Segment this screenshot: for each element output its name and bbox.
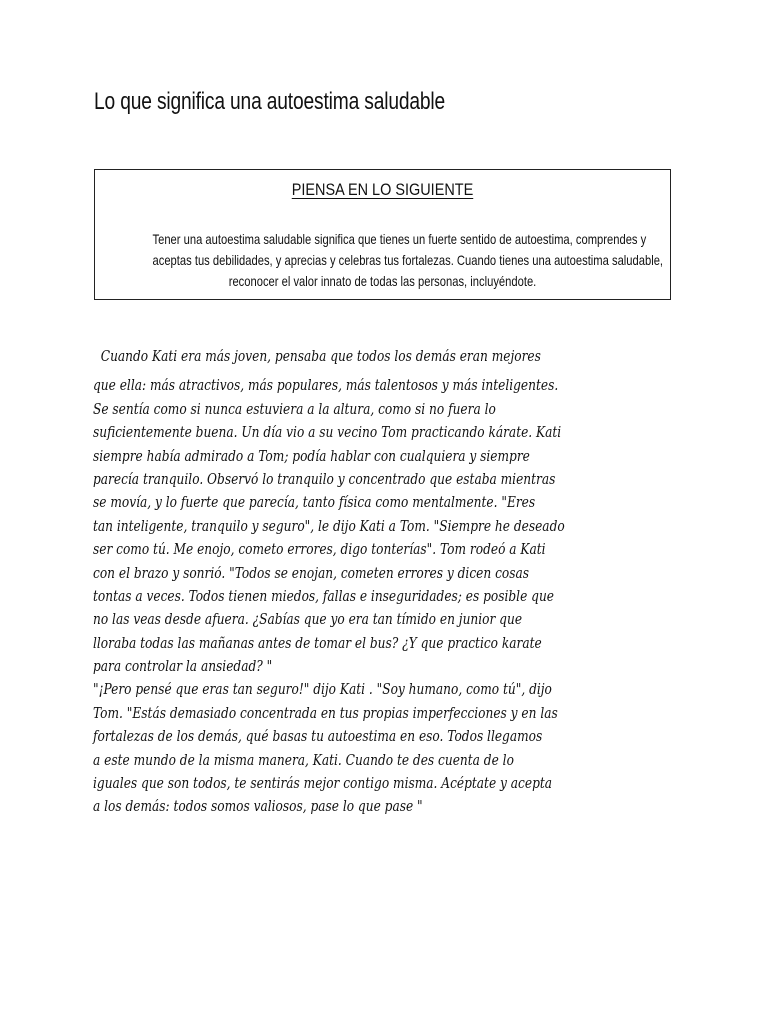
- story-line: a este mundo de la misma manera, Kati. Cuando te des cuenta de lo: [93, 752, 514, 769]
- box-heading: PIENSA EN LO SIGUIENTE: [291, 180, 474, 199]
- story-line: "¡Pero pensé que eras tan seguro!" dijo Kati . "Soy humano, como tú", dijo: [93, 682, 552, 699]
- story-line: iguales que son todos, te sentirás mejor contigo misma. Acéptate y acepta: [93, 776, 553, 793]
- story-line: Cuando Kati era más joven, pensaba que todos los demás eran mejores: [93, 349, 541, 365]
- story-line: Se sentía como si nunca estuviera a la altura, como si no fuera lo: [93, 401, 496, 418]
- story-line: para controlar la ansiedad? ": [93, 659, 273, 676]
- story-line: Tom. "Estás demasiado concentrada en tus propias imperfecciones y en las: [93, 705, 558, 722]
- box-text-line: reconocer el valor innato de todas las personas, incluyéndote.: [228, 273, 537, 289]
- story-line: siempre había admirado a Tom; podía hablar con cualquiera y siempre: [93, 448, 530, 465]
- story-line: tan inteligente, tranquilo y seguro", le dijo Kati a Tom. "Siempre he deseado: [93, 518, 565, 535]
- page-title: Lo que significa una autoestima saludable: [94, 88, 446, 115]
- story-line: parecía tranquilo. Observó lo tranquilo y concentrado que estaba mientras: [93, 471, 556, 488]
- story-line: que ella: más atractivos, más populares, más talentosos y más inteligentes.: [93, 378, 559, 395]
- story-line: no las veas desde afuera. ¿Sabías que yo era tan tímido en junior que: [93, 612, 523, 629]
- box-text-line: Tener una autoestima saludable significa que tienes un fuerte sentido de autoestima, comprendes y: [152, 231, 647, 247]
- story-line: se movía, y lo fuerte que parecía, tanto física como mentalmente. "Eres: [93, 495, 536, 512]
- story-line: a los demás: todos somos valiosos, pase lo que pase ": [93, 799, 423, 816]
- story-line: lloraba todas las mañanas antes de tomar el bus? ¿Y que practico karate: [93, 635, 542, 652]
- box-text-line: aceptas tus debilidades, y aprecias y celebras tus fortalezas. Cuando tienes una autoestima saludable,: [152, 252, 664, 268]
- story-line: fortalezas de los demás, qué basas tu autoestima en eso. Todos llegamos: [93, 729, 543, 746]
- story-line: suficientemente buena. Un día vio a su vecino Tom practicando kárate. Kati: [93, 425, 562, 442]
- think-about-box: [94, 169, 671, 300]
- story-text: [93, 346, 655, 820]
- story-line: tontas a veces. Todos tienen miedos, fallas e inseguridades; es posible que: [93, 588, 555, 605]
- box-text: [95, 229, 670, 292]
- story-line: ser como tú. Me enojo, cometo errores, digo tonterías". Tom rodeó a Kati: [93, 542, 546, 559]
- story-line: con el brazo y sonrió. "Todos se enojan, cometen errores y dicen cosas: [93, 565, 529, 582]
